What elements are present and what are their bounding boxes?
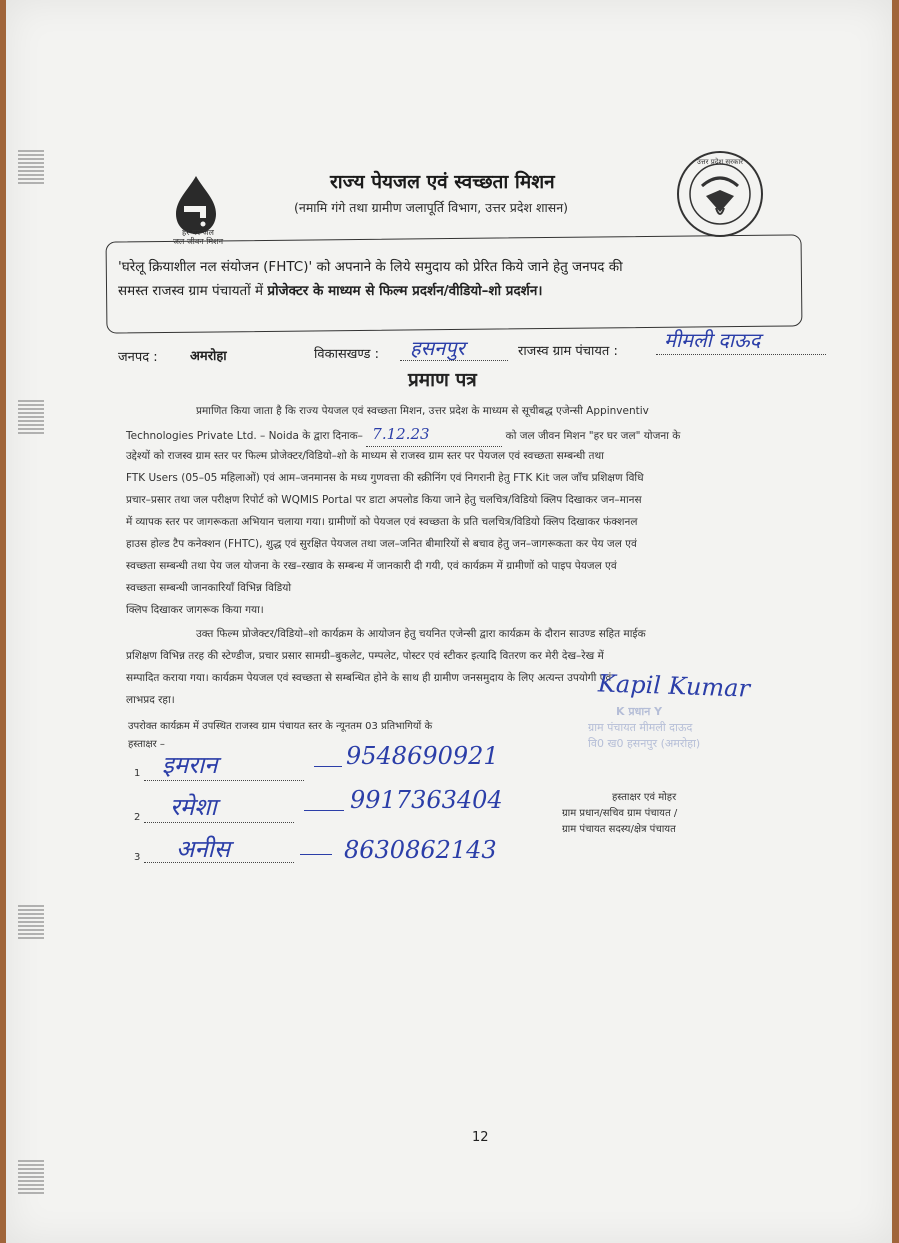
body-line-4: FTK Users (05–05 महिलाओं) एवं आम–जनमानस के मध्य गुणवत्ता की स्क्रीनिंग एवं निगरानी हेतु FTK Kit जल जाँच प्रशिक्षण विधि (126, 472, 644, 484)
document-subtitle: (नमामि गंगे तथा ग्रामीण जलापूर्ति विभाग, उत्तर प्रदेश शासन) (294, 200, 569, 215)
participant-phone: 9548690921 (346, 742, 499, 770)
banner-line-1: 'घरेलू क्रियाशील नल संयोजन (FHTC)' को अपनाने के लिये समुदाय को प्रेरित किये जाने हेतु जनपद की (118, 259, 623, 275)
block-underline (400, 360, 508, 361)
punch-hole-mark (18, 1160, 44, 1194)
stamp-line-1: K प्रधान Y (616, 705, 663, 718)
body-line-2a: Technologies Private Ltd. – Noida के द्वारा दिनाक– (126, 430, 363, 442)
body-line-3: उद्देश्यों को राजस्व ग्राम स्तर पर फिल्म प्रोजेक्टर/विडियो–शो के माध्यम से राजस्व ग्राम स्तर पर पेयजल एवं स्वच्छता सम्बन्धी तथा (126, 450, 604, 462)
dash-mark (314, 766, 342, 767)
page-number: 12 (472, 1130, 489, 1145)
participant-name: अनीस (176, 835, 231, 863)
body-line-14: लाभप्रद रहा। (126, 694, 175, 706)
panchayat-label: राजस्व ग्राम पंचायत : (518, 344, 618, 359)
body-line-6: में व्यापक स्तर पर जागरूकता अभियान चलाया गया। ग्रामीणों को पेयजल एवं स्वच्छता के प्रति चलचित्र/विडियो क्लिप दिखाकर फंक्शनल (126, 516, 638, 528)
official-stamp (588, 704, 738, 752)
up-government-seal (676, 150, 764, 238)
participant-phone: 8630862143 (344, 836, 497, 864)
date-value: 7.12.23 (366, 424, 502, 447)
participants-heading: उपरोक्त कार्यक्रम में उपस्थित राजस्व ग्राम पंचायत स्तर के न्यूनतम 03 प्रतिभागियों के (128, 721, 433, 732)
punch-hole-mark (18, 150, 44, 184)
participant-name: इमरान (162, 751, 218, 779)
participant-phone: 9917363404 (350, 786, 503, 814)
body-line-10: क्लिप दिखाकर जागरूक किया गया। (126, 604, 264, 616)
signature-caption-1: हस्ताक्षर एवं मोहर (612, 792, 677, 803)
panchayat-underline (656, 354, 826, 355)
banner-line-2-bold: प्रोजेक्टर के माध्यम से फिल्म प्रदर्शन/वीडियो–शो प्रदर्शन। (267, 283, 543, 299)
stamp-line-3: वि0 ख0 हसनपुर (अमरोहा) (588, 737, 701, 750)
participant-name: रमेशा (170, 793, 217, 821)
body-line-7: हाउस होल्ड टैप कनेक्शन (FHTC), शुद्ध एवं सुरक्षित पेयजल तथा जल–जनित बीमारियों से बचाव हेतु जन–जागरूकता कर पेय जल एवं (126, 538, 637, 550)
participant-underline (144, 862, 294, 863)
seal-text: उत्तर प्रदेश सरकार (696, 158, 744, 166)
body-line-13: सम्पादित कराया गया। कार्यक्रम पेयजल एवं स्वच्छता से सम्बन्धित होने के साथ ही ग्रामीण जनसमुदाय के लिए अत्यन्त उपयोगी एवं (126, 672, 612, 684)
block-value: हसनपुर (410, 336, 465, 360)
participant-number: 1 (134, 768, 141, 779)
participant-number: 3 (134, 852, 141, 863)
body-line-1: प्रमाणित किया जाता है कि राज्य पेयजल एवं स्वच्छता मिशन, उत्तर प्रदेश के माध्यम से सूचीबद्ध एजेन्सी Appinventiv (196, 405, 649, 417)
stamp-line-2: ग्राम पंचायत मीमली दाऊद (588, 721, 693, 734)
punch-hole-mark (18, 905, 44, 939)
dash-mark (304, 810, 344, 811)
block-label: विकासखण्ड : (314, 347, 380, 362)
body-line-2 (126, 424, 846, 448)
participant-number: 2 (134, 812, 141, 823)
banner-line-2-text: समस्त राजस्व ग्राम पंचायतों में (118, 283, 268, 299)
body-line-8: स्वच्छता सम्बन्धी तथा पेय जल योजना के रख–रखाव के सम्बन्ध में जानकारी दी गयी, एवं कार्यक्रम में ग्रामीणों को पाइप पेयजल एवं (126, 560, 617, 572)
body-line-5: प्रचार–प्रसार तथा जल परीक्षण रिपोर्ट को WQMIS Portal पर डाटा अपलोड किया जाने हेतु चलचित्र/विडियो क्लिप दिखाकर जन–मानस (126, 494, 642, 506)
body-line-9: स्वच्छता सम्बन्धी जानकारियाँ विभिन्न विडियो (126, 582, 292, 594)
district-label: जनपद : (118, 350, 158, 365)
participant-underline (144, 822, 294, 823)
body-line-12: प्रशिक्षण विभिन्न तरह की स्टेण्डीज, प्रचार प्रसार सामग्री–बुकलेट, पम्पलेट, पोस्टर एवं स्टीकर इत्यादि वितरण कर मेरी देख–रेख में (126, 650, 604, 662)
banner-line-2 (118, 281, 542, 299)
document-title: राज्य पेयजल एवं स्वच्छता मिशन (330, 171, 555, 193)
jal-jeevan-mission-logo (158, 174, 234, 250)
dash-mark (300, 854, 332, 855)
signature-caption-2: ग्राम प्रधान/सचिव ग्राम पंचायत / (562, 808, 678, 819)
body-line-2b: को जल जीवन मिशन "हर घर जल" योजना के (505, 430, 681, 442)
panchayat-value: मीमली दाऊद (664, 328, 761, 352)
logo-text-line2: जल जीवन मिशन (172, 237, 224, 246)
body-line-11: उक्त फिल्म प्रोजेक्टर/विडियो–शो कार्यक्रम के आयोजन हेतु चयनित एजेन्सी द्वारा कार्यक्रम के दौरान साउण्ड सहित माईक (196, 628, 646, 640)
punch-hole-mark (18, 400, 44, 434)
pradhan-signature: Kapil Kumar (597, 669, 751, 703)
district-value: अमरोहा (190, 349, 227, 364)
certificate-title: प्रमाण पत्र (408, 369, 477, 391)
participant-underline (144, 780, 304, 781)
signature-caption-3: ग्राम पंचायत सदस्य/क्षेत्र पंचायत (562, 824, 676, 835)
logo-text-line1: हर घर जल (182, 228, 214, 237)
participants-heading-2: हस्ताक्षर – (128, 739, 165, 750)
